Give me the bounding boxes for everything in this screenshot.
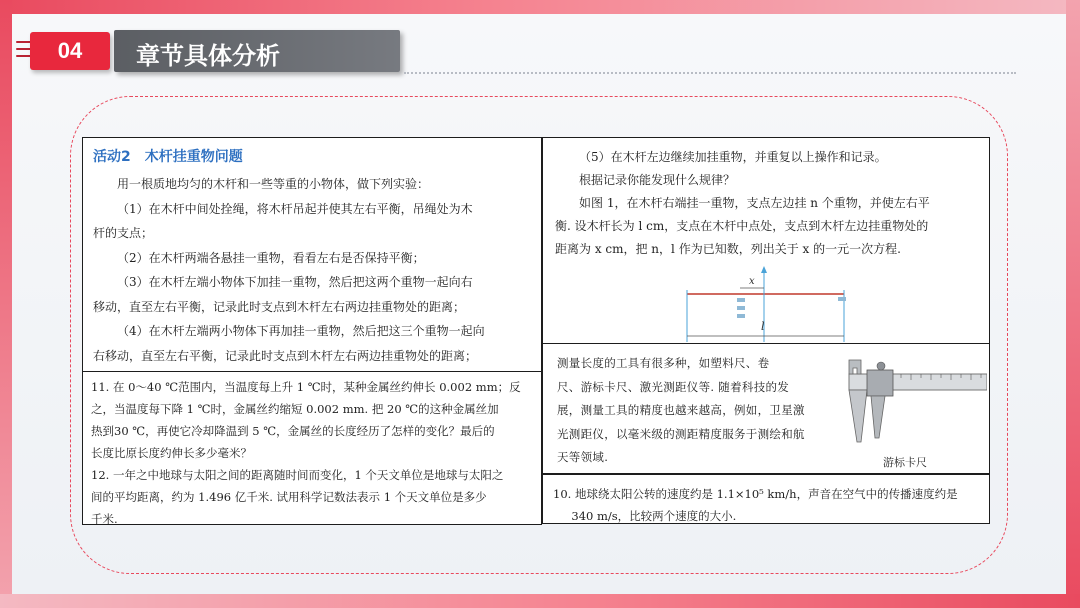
weight-block: [737, 306, 745, 310]
exercise-line: 间的平均距离，约为 1.496 亿千米. 试用科学记数法表示 1 个天文单位是多少: [91, 490, 487, 504]
exercise-line: 340 m/s，比较两个速度的大小.: [571, 509, 737, 523]
section-number-badge: [30, 32, 110, 70]
activity-line: 用一根质地均匀的木杆和一些等重的小物体，做下列实验：: [117, 177, 430, 191]
exercise-line: 11. 在 0～40 ℃范围内，当温度每上升 1 ℃时，某种金属丝约伸长 0.002 mm；反: [91, 380, 521, 394]
left-border: [0, 0, 12, 608]
activity-line: （1）在木杆中间处拴绳，将木杆吊起并使其左右平衡，吊绳处为木: [117, 201, 473, 216]
exercise-line: 之，当温度每下降 1 ℃时，金属丝约缩短 0.002 mm. 把 20 ℃的这种金属丝加: [91, 402, 499, 416]
activity-panel: [82, 137, 542, 372]
measurement-line: 天等领域.: [557, 450, 609, 464]
problem-line: 距离为 x cm，把 n，l 作为已知数，列出关于 x 的一元一次方程.: [555, 242, 901, 256]
lever-diagram: [542, 262, 990, 344]
measurement-panel: [542, 343, 990, 474]
right-border: [1066, 0, 1080, 608]
problem-line: 根据记录你能发现什么规律？: [579, 173, 736, 187]
measurement-line: 尺、游标卡尺、激光测距仪等. 随着科技的发: [557, 379, 790, 394]
section-number: 04: [57, 38, 83, 63]
exercise-10-panel: [542, 474, 990, 524]
activity-line: （4）在木杆左端两小物体下再加挂一重物，然后把这三个重物一起向: [117, 324, 485, 338]
x-label: x: [749, 276, 755, 287]
weight-block: [737, 314, 745, 318]
pivot-arrow-icon: [761, 266, 767, 273]
activity-line: （2）在木杆两端各悬挂一重物，看看左右是否保持平衡；: [117, 250, 425, 265]
measurement-line: 测量长度的工具有很多种，如塑料尺、卷: [557, 356, 770, 370]
activity-line: 右移动，直至左右平衡，记录此时支点到木杆左右两边挂重物处的距离；: [93, 348, 478, 363]
weight-block: [737, 298, 745, 302]
exercise-line: 千米.: [91, 512, 118, 525]
activity-line: 移动，直至左右平衡，记录此时支点到木杆左右两边挂重物处的距离；: [93, 299, 466, 314]
bottom-border: [0, 594, 1080, 608]
top-border: [0, 0, 1080, 14]
exercise-line: 热到30 ℃，再使它冷却降温到 5 ℃，金属丝的长度经历了怎样的变化？最后的: [91, 424, 495, 438]
section-title-bar: [114, 30, 400, 72]
activity-title: 活动2 木杆挂重物问题: [93, 149, 243, 165]
weight-block: [838, 297, 846, 301]
measurement-text: [557, 352, 827, 470]
caliper-caption: 游标卡尺: [883, 456, 927, 469]
problem-line: 如图 1，在木杆右端挂一重物，支点左边挂 n 个重物，并使左右平: [579, 196, 930, 210]
problem-line: （5）在木杆左边继续加挂重物，并重复以上操作和记录。: [579, 150, 887, 164]
exercise-11-12-panel: [82, 371, 542, 525]
exercise-line: 12. 一年之中地球与太阳之间的距离随时间而变化，1 个天文单位是地球与太阳之: [91, 468, 504, 482]
activity-line: 杆的支点；: [93, 226, 154, 240]
exercise-line: 10. 地球绕太阳公转的速度约是 1.1×10⁵ km/h，声音在空气中的传播速度约是: [553, 487, 958, 501]
vernier-caliper-image: [831, 350, 987, 448]
activity-line: （3）在木杆左端小物体下加挂一重物，然后把这两个重物一起向右: [117, 275, 473, 289]
measurement-line: 光测距仪，以毫米级的测距精度服务于测绘和航: [557, 426, 805, 441]
l-label: l: [761, 320, 765, 333]
exercise-line: 长度比原长度约伸长多少毫米？: [91, 446, 252, 460]
measurement-line: 展，测量工具的精度也越来越高，例如，卫星激: [557, 403, 805, 417]
section-title: 章节具体分析: [136, 42, 280, 70]
title-divider: [404, 72, 1016, 74]
problem-line: 衡. 设木杆长为 l cm，支点在木杆中点处，支点到木杆左边挂重物处的: [555, 219, 929, 233]
